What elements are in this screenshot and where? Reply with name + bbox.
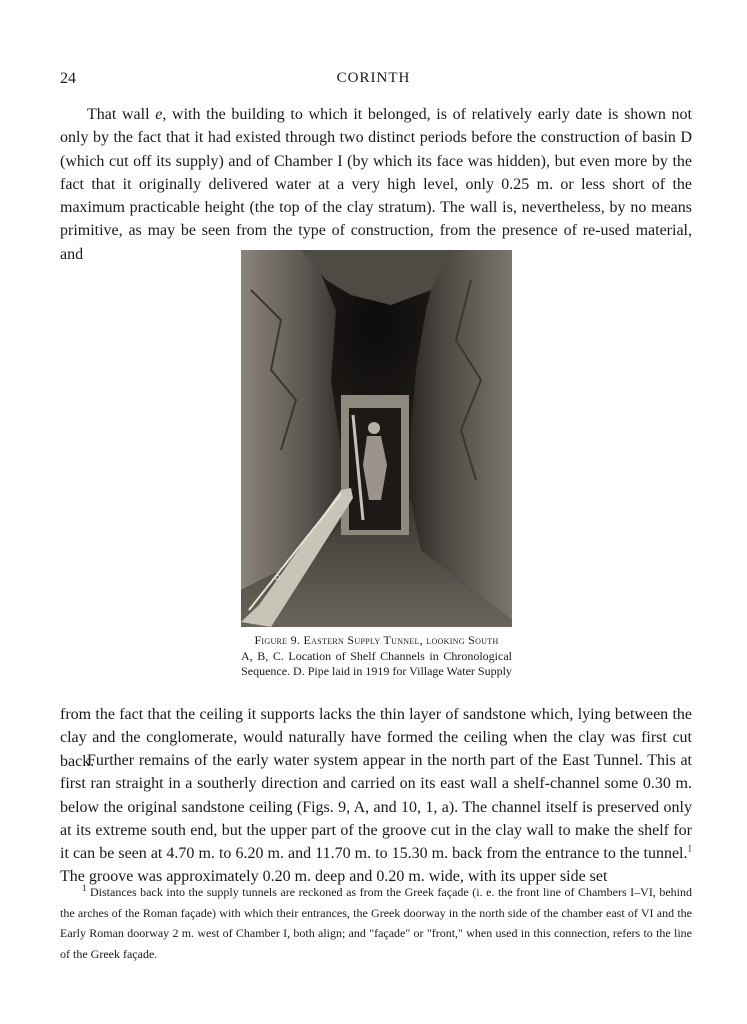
p1-text-b: , with the building to which it belonged, is of relatively early date is shown not only by the fact that it had existed through two distinct periods before the construction of basin D (which cut off its supply) and of Chamber I (by which its face was hidden), but even more by the fact that it originally delivered water at a very high level, only 0.25 m. or less short of the maximum practicable height (the top of the clay stratum). The wall is, nevertheless, by no means primitive, as may be seen from the type of construction, from the presence of re-used material, and (60, 106, 692, 263)
footnote-text: Distances back into the supply tunnels are reckoned as from the Greek façade (i. e. the front line of Chambers I–VI, behind the arches of the Roman façade) with which their entrances, the Greek doorway in the north side of the chamber east of VI and the Early Roman doorway 2 m. west of Chamber I, both align; and "façade" or "front," when used in this connection, refers to the line of the Greek façade. (60, 885, 692, 961)
p3-text-a: Further remains of the early water system appear in the north part of the East Tunnel. This at first ran straight in a southerly direction and carried on its east wall a shelf-channel some 0.30 m. below the original sandstone ceiling (Figs. 9, A, and 10, 1, a). The channel itself is preserved only at its extreme south end, but the upper part of the groove cut in the clay wall to make the shelf for it can be seen at 4.70 m. to 6.20 m. and 11.70 m. to 15.30 m. back from the entrance to the tunnel. (60, 752, 692, 863)
figure-caption-text: A, B, C. Location of Shelf Channels in Chronological Sequence. D. Pipe laid in 1919 for Village Water Supply (241, 648, 512, 678)
page-number: 24 (60, 70, 76, 87)
footnote (60, 882, 692, 964)
footnote-marker: 1 (82, 883, 87, 893)
figure-caption (241, 633, 512, 680)
body-paragraph-3 (60, 749, 692, 889)
running-head: CORINTH (336, 70, 411, 86)
p3-text-b: The groove was approximately 0.20 m. deep and 0.20 m. wide, with its upper side set (60, 868, 608, 886)
tunnel-photograph (241, 250, 512, 627)
figure-title: Figure 9. Eastern Supply Tunnel, looking South (254, 633, 499, 647)
body-paragraph-2: from the fact that the ceiling it supports lacks the thin layer of sandstone which, lying between the clay and the conglomerate, would naturally have formed the ceiling when the clay was first cut back. (60, 706, 692, 770)
photo-label-d: D (275, 574, 281, 582)
p1-italic-e: e (155, 106, 163, 123)
p1-text-a: That wall (87, 106, 156, 123)
footnote-reference: 1 (687, 843, 692, 854)
body-paragraph-1 (60, 103, 692, 266)
